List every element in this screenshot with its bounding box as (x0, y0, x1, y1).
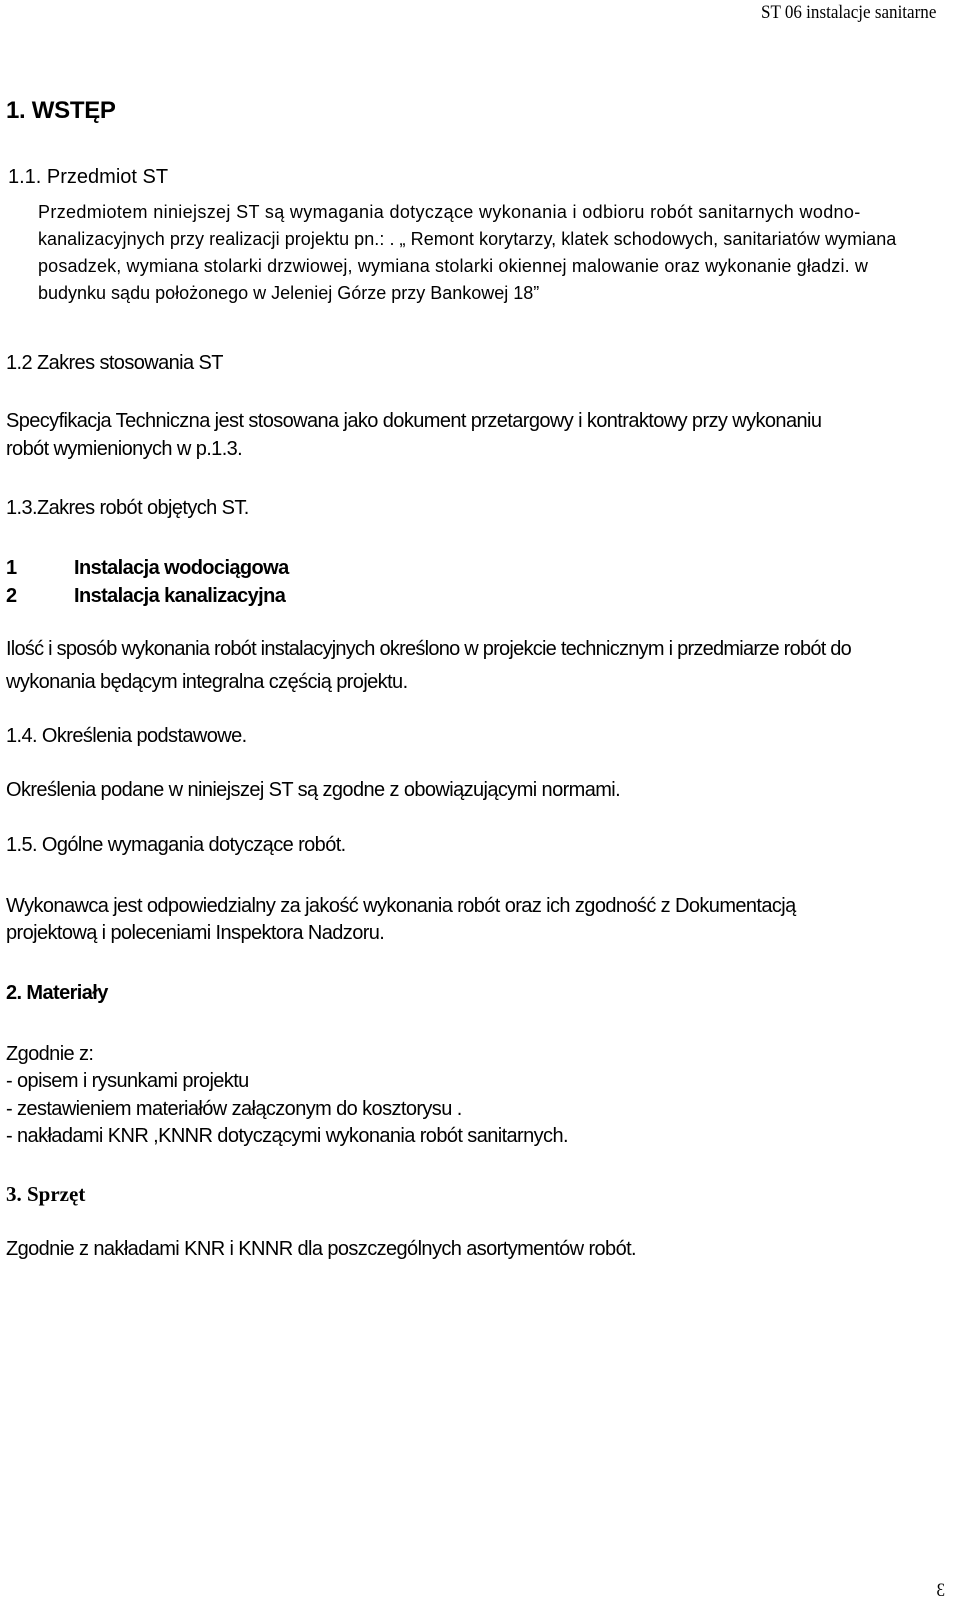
subsection-1-3-title: 1.3.Zakres robót objętych ST. (6, 497, 249, 519)
paragraph-line: Ilość i sposób wykonania robót instalacyjnych określono w projekcie technicznym i przedmiarze robót do (6, 638, 852, 660)
paragraph-line: Określenia podane w niniejszej ST są zgodne z obowiązującymi normami. (6, 779, 621, 801)
paragraph-line: wykonania będącym integralna częścią projektu. (6, 671, 408, 693)
paragraph-line: Przedmiotem niniejszej ST są wymagania dotyczące wykonania i odbioru robót sanitarnych wodno- (38, 202, 861, 222)
list-line: - opisem i rysunkami projektu (6, 1070, 249, 1092)
section-1-heading: 1. WSTĘP (6, 97, 116, 124)
list-line: - zestawieniem materiałów załączonym do kosztorysu . (6, 1098, 462, 1120)
paragraph-line: kanalizacyjnych przy realizacji projektu pn.: . „ Remont korytarzy, klatek schodowych, sanitariatów wymiana (38, 229, 897, 249)
paragraph-line: Zgodnie z: (6, 1043, 94, 1065)
paragraph-line: Zgodnie z nakładami KNR i KNNR dla poszczególnych asortymentów robót. (6, 1238, 637, 1260)
subsection-1-1-title: 1.1. Przedmiot ST (8, 166, 169, 188)
paragraph-line: projektową i poleceniami Inspektora Nadzoru. (6, 922, 385, 944)
paragraph-line: budynku sądu położonego w Jeleniej Górze przy Bankowej 18” (38, 283, 540, 303)
list-item-number: 1 (6, 557, 17, 579)
section-3-heading: 3. Sprzęt (6, 1182, 86, 1206)
paragraph-line: Specyfikacja Techniczna jest stosowana jako dokument przetargowy i kontraktowy przy wykonaniu (6, 410, 822, 432)
paragraph-line: robót wymienionych w p.1.3. (6, 438, 243, 460)
section-2-heading: 2. Materiały (6, 982, 108, 1004)
list-item-label: Instalacja kanalizacyjna (74, 585, 286, 607)
list-item (6, 585, 285, 608)
paragraph-line: Wykonawca jest odpowiedzialny za jakość wykonania robót oraz ich zgodność z Dokumentacją (6, 895, 796, 917)
list-item-label: Instalacja wodociągowa (74, 557, 289, 579)
subsection-1-5-title: 1.5. Ogólne wymagania dotyczące robót. (6, 834, 346, 856)
subsection-1-2-title: 1.2 Zakres stosowania ST (6, 352, 223, 374)
list-item (6, 557, 289, 580)
running-header: ST 06 instalacje sanitarne (760, 2, 936, 23)
page-number: 3 (936, 1580, 945, 1601)
list-item-number: 2 (6, 585, 17, 607)
subsection-1-4-title: 1.4. Określenia podstawowe. (6, 725, 247, 747)
paragraph-line: posadzek, wymiana stolarki drzwiowej, wymiana stolarki okiennej malowanie oraz wykonanie gładzi. w (38, 256, 869, 276)
list-line: - nakładami KNR ,KNNR dotyczącymi wykonania robót sanitarnych. (6, 1125, 568, 1147)
